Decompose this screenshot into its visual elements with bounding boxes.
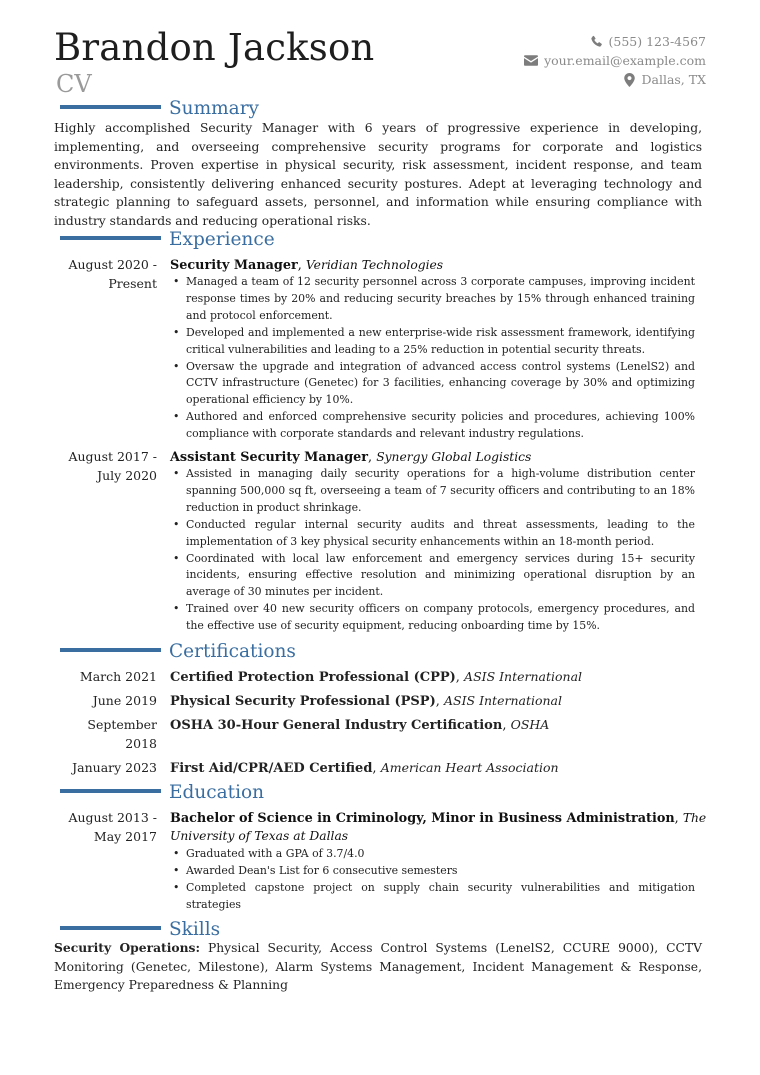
- list-item: • Oversaw the upgrade and integration of advanced access control systems (LenelS2) and CCTV infrastructure (Genetec) for 3 facilities, enhancing coverage by 30% and optimizing operational efficiency by 10%.: [170, 359, 695, 410]
- skills-text: [54, 939, 702, 995]
- job-1-org: Veridian Technologies: [305, 258, 444, 272]
- job-1-bullets: [170, 274, 695, 443]
- cert-4-name: First Aid/CPR/AED Certified: [170, 761, 373, 776]
- list-item: • Trained over 40 new security officers on company protocols, emergency procedures, and the effective use of security equipment, reducing onboarding time by 15%.: [170, 601, 695, 635]
- education-date-end: May 2017: [93, 828, 157, 844]
- cert-1-date: March 2021: [79, 669, 157, 684]
- job-2-role: Assistant Security Manager: [170, 450, 369, 465]
- summary-divider: [60, 105, 161, 109]
- cert-3-date-line2: 2018: [125, 735, 157, 751]
- contact-location: [624, 72, 706, 87]
- job-2-dates: [68, 448, 157, 485]
- list-item: • Managed a team of 12 security personnel across 3 corporate campuses, improving incident response times by 20% and reducing security breaches by 15% through enhanced training and protocol enforcement.: [170, 274, 695, 325]
- cert-1-name: Certified Protection Professional (CPP): [170, 670, 456, 685]
- certifications-divider: [60, 648, 161, 652]
- job-1-title: Security Manager, Veridian Technologies: [170, 258, 444, 273]
- education-degree: Bachelor of Science in Criminology, Minor in Business Administration: [170, 811, 675, 826]
- education-bullets: [170, 846, 695, 914]
- envelope-icon: [524, 55, 538, 66]
- job-1-dates: [68, 256, 157, 293]
- document-subtitle: CV: [56, 70, 92, 98]
- cert-4-issuer: American Heart Association: [380, 760, 559, 775]
- list-item: • Developed and implemented a new enterprise-wide risk assessment framework, identifying critical vulnerabilities and leading to a 25% reduction in potential security threats.: [170, 325, 695, 359]
- skills-heading: Skills: [169, 919, 221, 940]
- summary-heading: Summary: [169, 98, 259, 119]
- education-school-part1: The: [682, 811, 707, 825]
- cert-1-issuer: ASIS International: [464, 669, 583, 684]
- education-school-line: [170, 827, 348, 846]
- job-1-role: Security Manager: [170, 258, 298, 273]
- email-text[interactable]: your.email@example.com: [544, 53, 706, 68]
- cert-2-issuer: ASIS International: [444, 693, 562, 708]
- certifications-heading: Certifications: [169, 641, 296, 662]
- list-item: • Assisted in managing daily security operations for a high-volume distribution center spanning 500,000 sq ft, overseeing a team of 7 security officers and contributing to an 18% reduction in product shrinkage.: [170, 466, 695, 517]
- job-2-bullets: [170, 466, 695, 635]
- job-2-date-start: August 2017 -: [68, 449, 157, 464]
- phone-text[interactable]: (555) 123-4567: [608, 34, 706, 49]
- cert-2: Physical Security Professional (PSP), ASIS International: [170, 693, 562, 709]
- experience-heading: Experience: [169, 229, 275, 250]
- list-item: • Graduated with a GPA of 3.7/4.0: [170, 846, 695, 863]
- experience-divider: [60, 236, 161, 240]
- candidate-name: Brandon Jackson: [54, 26, 375, 69]
- list-item: • Coordinated with local law enforcement and emergency services during 15+ security incidents, ensuring effective resolution and minimizing operational disruption by an average of 30 minutes per incident.: [170, 551, 695, 602]
- list-item: • Conducted regular internal security audits and threat assessments, leading to the implementation of 3 key physical security enhancements within an 18-month period.: [170, 517, 695, 551]
- education-divider: [60, 789, 161, 793]
- cert-3-issuer: OSHA: [510, 717, 550, 732]
- job-2-org: Synergy Global Logistics: [376, 450, 532, 464]
- job-1-date-start: August 2020 -: [68, 257, 157, 272]
- education-date-start: August 2013 -: [68, 810, 157, 825]
- cert-4-date: January 2023: [72, 760, 157, 775]
- education-school: University of Texas at Dallas: [170, 829, 349, 843]
- list-item: • Authored and enforced comprehensive security policies and procedures, achieving 100% compliance with corporate standards and relevant industry regulations.: [170, 409, 695, 443]
- phone-icon: [590, 35, 603, 48]
- skills-divider: [60, 926, 161, 930]
- cert-4: First Aid/CPR/AED Certified, American Heart Association: [170, 760, 559, 776]
- list-item: • Awarded Dean's List for 6 consecutive semesters: [170, 863, 695, 880]
- job-2-date-end: July 2020: [97, 467, 157, 483]
- job-2-title: Assistant Security Manager, Synergy Global Logistics: [170, 450, 532, 465]
- contact-phone: [590, 34, 706, 49]
- skills-label: Security Operations:: [54, 940, 200, 955]
- cert-3: OSHA 30-Hour General Industry Certification, OSHA: [170, 717, 550, 733]
- cert-3-name: OSHA 30-Hour General Industry Certification: [170, 718, 503, 733]
- location-text: Dallas, TX: [641, 72, 706, 87]
- map-pin-icon: [624, 73, 635, 87]
- cert-3-dates: [87, 716, 157, 753]
- cert-3-date-line1: September: [87, 717, 157, 732]
- skills-list: Physical Security, Access Control Systems (LenelS2, CCURE 9000), CCTV Monitoring (Genetec, Milestone), Alarm Systems Management, Incident Management & Response, Emergency Preparedness & Planning: [54, 941, 702, 992]
- cert-2-name: Physical Security Professional (PSP): [170, 694, 436, 709]
- education-degree-line: Bachelor of Science in Criminology, Minor in Business Administration, The: [170, 811, 707, 826]
- cert-2-date: June 2019: [92, 693, 157, 708]
- job-1-date-end: Present: [108, 275, 157, 291]
- list-item: • Completed capstone project on supply chain security vulnerabilities and mitigation strategies: [170, 880, 695, 914]
- education-heading: Education: [169, 782, 265, 803]
- contact-email: [524, 53, 706, 68]
- cert-1: Certified Protection Professional (CPP), ASIS International: [170, 669, 583, 685]
- education-dates: [68, 809, 157, 846]
- summary-text: Highly accomplished Security Manager with 6 years of progressive experience in developing, implementing, and overseeing comprehensive security programs for corporate and logistics environments. Proven expertise in physical security, risk assessment, incident response, and team leadership, consistently delivering enhanced security postures. Adept at leveraging technology and strategic planning to safeguard assets, personnel, and information while ensuring compliance with industry standards and reducing operational risks.: [54, 121, 702, 228]
